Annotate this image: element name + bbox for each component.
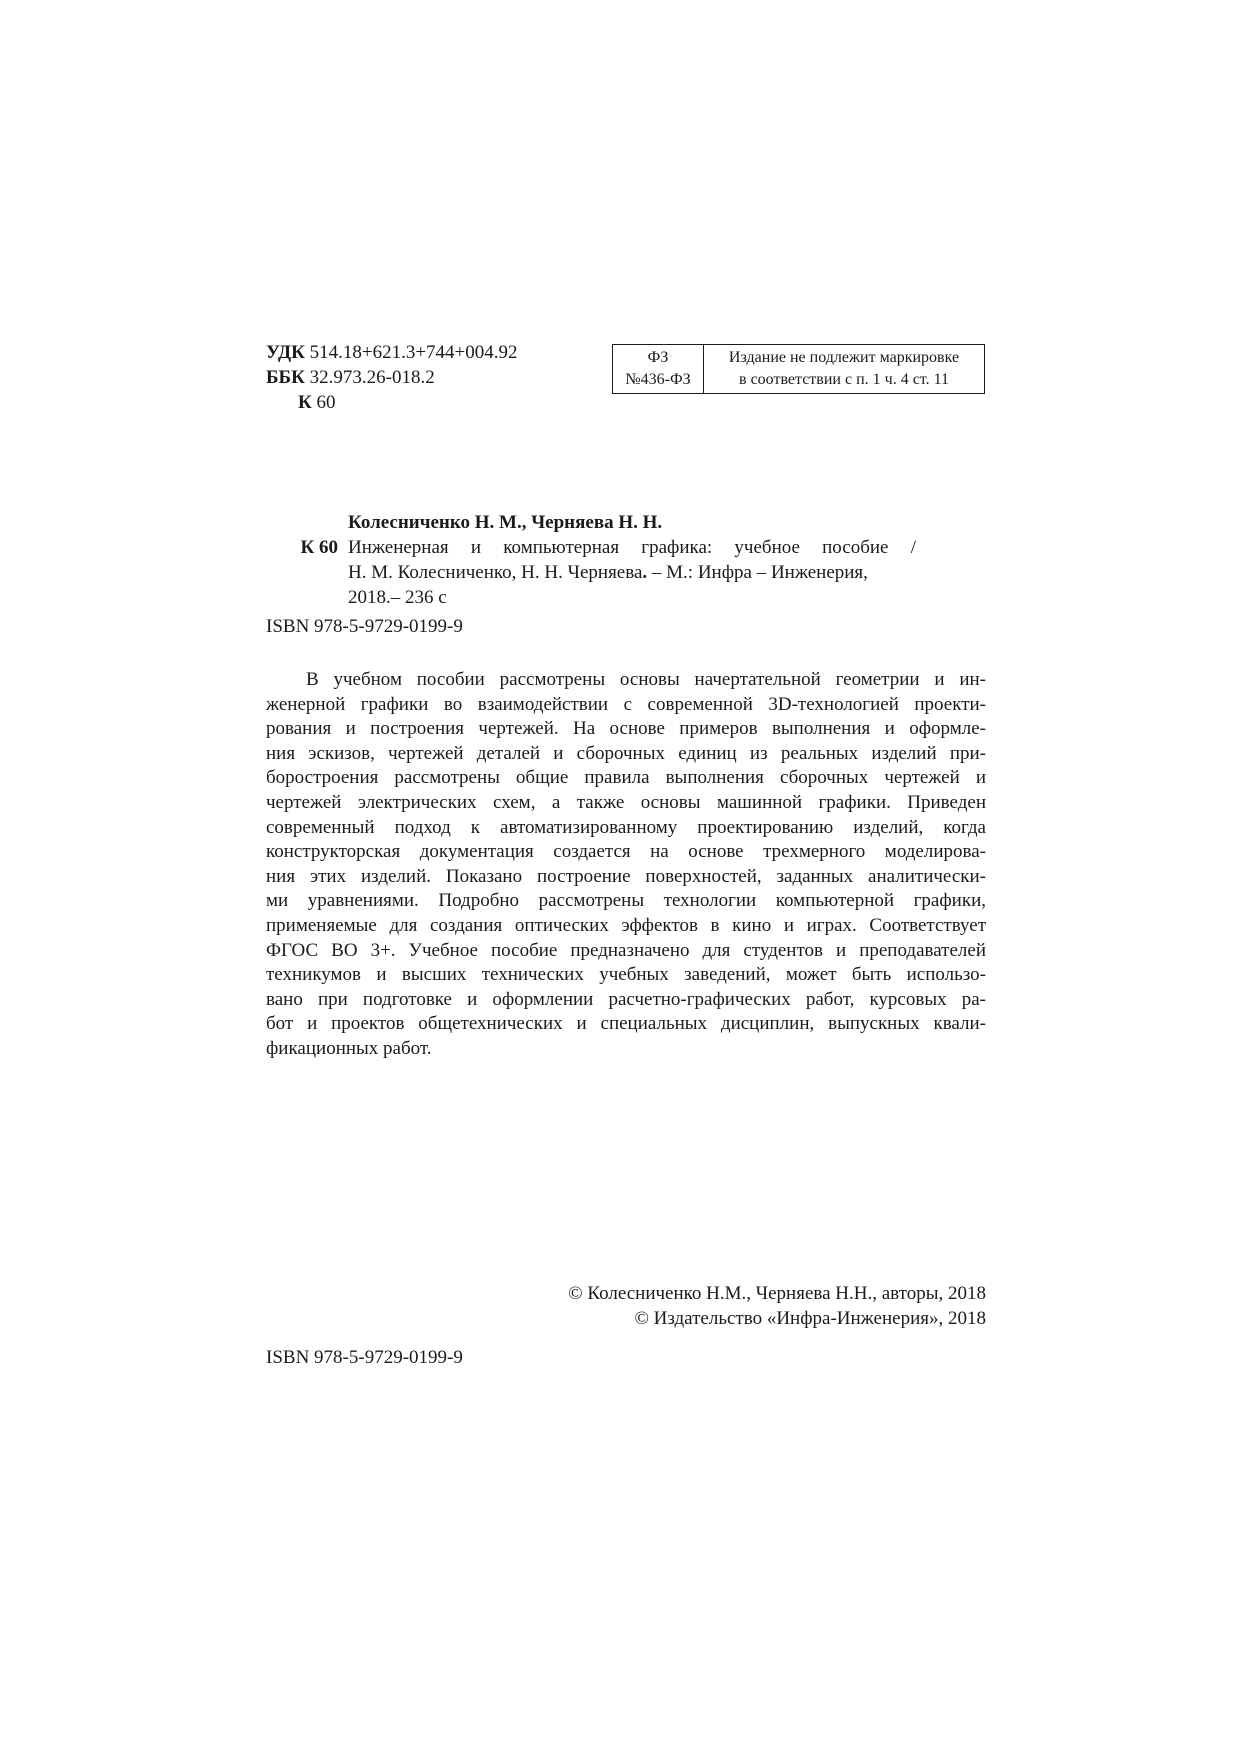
abstract-line: ния этих изделий. Показано построение поверхностей, заданных аналитически- [266, 865, 986, 887]
law-notice-line1: Издание не подлежит маркировке [728, 349, 960, 366]
isbn-bottom: ISBN 978-5-9729-0199-9 [266, 1347, 463, 1368]
abstract-line: техникумов и высших технических учебных заведений, может быть использо- [266, 964, 986, 986]
abstract-line: конструкторская документация создается на основе трехмерного моделирова- [266, 841, 986, 863]
abstract-line: вано при подготовке и оформлении расчетно-графических работ, курсовых ра- [266, 988, 986, 1010]
abstract-line: боростроения рассмотрены общие правила выполнения сборочных чертежей и [266, 767, 986, 789]
biblio-publisher: – М.: Инфра – Инженерия, [647, 562, 868, 583]
biblio-resp-dot: . [642, 562, 648, 583]
author-mark-line [266, 390, 518, 415]
abstract-line: ФГОС ВО 3+. Учебное пособие предназначено для студентов и преподавателей [266, 939, 986, 961]
biblio-resp-row [266, 560, 986, 585]
copyright-publisher: © Издательство «Инфра-Инженерия», 2018 [634, 1308, 986, 1329]
abstract-line: чертежей электрических схем, а также основы машинной графики. Приведен [266, 791, 986, 813]
author-mark-label: К [298, 392, 312, 413]
law-number-cell [613, 345, 704, 393]
abstract [266, 668, 986, 1062]
udk-value: 514.18+621.3+744+004.92 [304, 342, 518, 363]
biblio-extent: 2018.– 236 с [348, 587, 447, 608]
abstract-line: В учебном пособии рассмотрены основы начертательной геометрии и ин- [306, 669, 986, 690]
udk-line [266, 340, 518, 365]
bibliographic-record [266, 510, 986, 610]
abstract-line: бот и проектов общетехнических и специальных дисциплин, выпускных квали- [266, 1013, 986, 1035]
isbn-top: ISBN 978-5-9729-0199-9 [266, 616, 463, 637]
biblio-resp-names: Н. М. Колесниченко, Н. Н. Черняева [348, 562, 643, 583]
abstract-line: женерной графики во взаимодействии с современной 3D-технологией проекти- [266, 693, 986, 715]
udk-label: УДК [266, 342, 305, 363]
copyright-block [568, 1281, 986, 1331]
biblio-title-row [266, 535, 986, 560]
abstract-line: современный подход к автоматизированному проектированию изделий, когда [266, 816, 986, 838]
law-notice-line2: в соответствии с п. 1 ч. 4 ст. 11 [739, 371, 949, 388]
abstract-line: применяемые для создания оптических эффектов в кино и играх. Соответствует [266, 914, 986, 936]
classification-codes [266, 340, 518, 415]
biblio-authors: Колесниченко Н. М., Черняева Н. Н. [348, 512, 663, 533]
biblio-extent-row [266, 585, 986, 610]
bbk-line [266, 365, 518, 390]
law-number: №436-ФЗ [625, 371, 691, 388]
biblio-mark: К 60 [300, 537, 338, 558]
law-notice-box [612, 344, 985, 394]
biblio-title: Инженерная и компьютерная графика: учебное пособие / [348, 537, 916, 558]
abstract-line: ния эскизов, чертежей деталей и сборочных единиц из реальных изделий при- [266, 742, 986, 764]
author-mark-value: 60 [311, 392, 336, 413]
bbk-label: ББК [266, 367, 305, 388]
bbk-value: 32.973.26-018.2 [304, 367, 435, 388]
biblio-authors-row [266, 510, 986, 535]
abstract-line: рования и построения чертежей. На основе примеров выполнения и оформле- [266, 718, 986, 740]
abstract-line: фикационных работ. [266, 1037, 432, 1059]
copyright-authors: © Колесниченко Н.М., Черняева Н.Н., авторы, 2018 [568, 1283, 986, 1304]
law-notice-cell [704, 345, 984, 393]
abstract-line: ми уравнениями. Подробно рассмотрены технологии компьютерной графики, [266, 890, 986, 912]
law-type: ФЗ [647, 349, 669, 366]
biblio-responsibility [348, 560, 986, 585]
